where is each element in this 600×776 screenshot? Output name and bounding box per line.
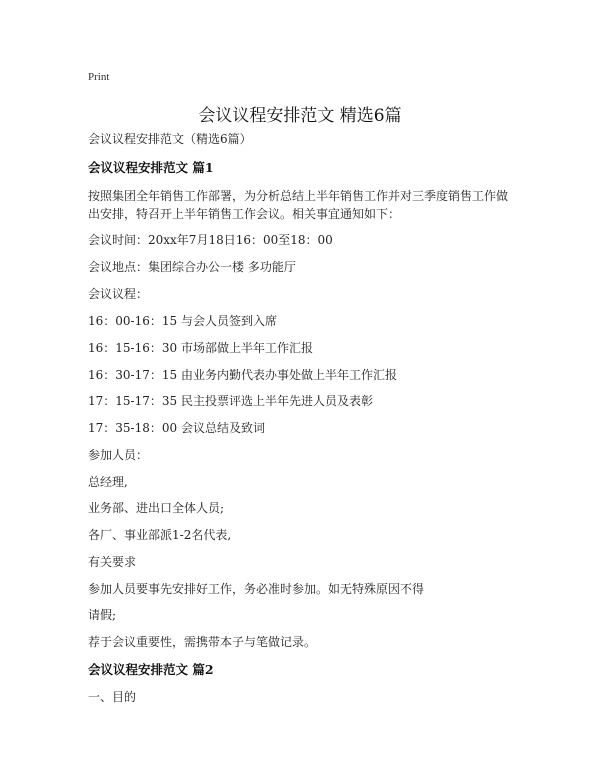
section-2-heading: 会议议程安排范文 篇2 [88,662,214,677]
requirement-item: 荐于会议重要性，需携带本子与笔做记录。 [88,635,317,649]
agenda-item: 16：15-16：30 市场部做上半年工作汇报 [88,341,313,355]
meeting-location: 会议地点：集团综合办公一楼 多功能厅 [88,260,296,274]
requirements-label: 有关要求 [88,555,137,569]
print-label[interactable]: Print [88,71,110,83]
attendee-item: 总经理, [88,475,128,489]
section-2-first-item: 一、目的 [88,690,137,704]
document-subtitle: 会议议程安排范文（精选6篇） [88,132,252,146]
attendee-item: 业务部、进出口全体人员; [88,501,225,515]
document-title: 会议议程安排范文 精选6篇 [198,106,402,126]
agenda-item: 16：30-17：15 由业务内勤代表办事处做上半年工作汇报 [88,368,397,382]
attendees-label: 参加人员： [88,448,149,462]
agenda-item: 17：15-17：35 民主投票评选上半年先进人员及表彰 [88,394,373,408]
meeting-time: 会议时间：20xx年7月18日16：00至18：00 [88,233,333,247]
section-1-intro: 按照集团全年销售工作部署，为分析总结上半年销售工作并对三季度销售工作做出安排，特召开上半年销售工作会议。相关事宜通知如下： [88,189,509,221]
agenda-item: 16：00-16：15 与会人员签到入席 [88,314,277,328]
agenda-item: 17：35-18：00 会议总结及致词 [88,421,265,435]
requirement-item: 请假; [88,608,117,622]
agenda-label: 会议议程： [88,287,149,301]
attendee-item: 各厂、事业部派1-2名代表, [88,528,232,542]
requirement-item: 参加人员要事先安排好工作，务必准时参加。如无特殊原因不得 [88,582,425,596]
section-1-heading: 会议议程安排范文 篇1 [88,160,214,175]
